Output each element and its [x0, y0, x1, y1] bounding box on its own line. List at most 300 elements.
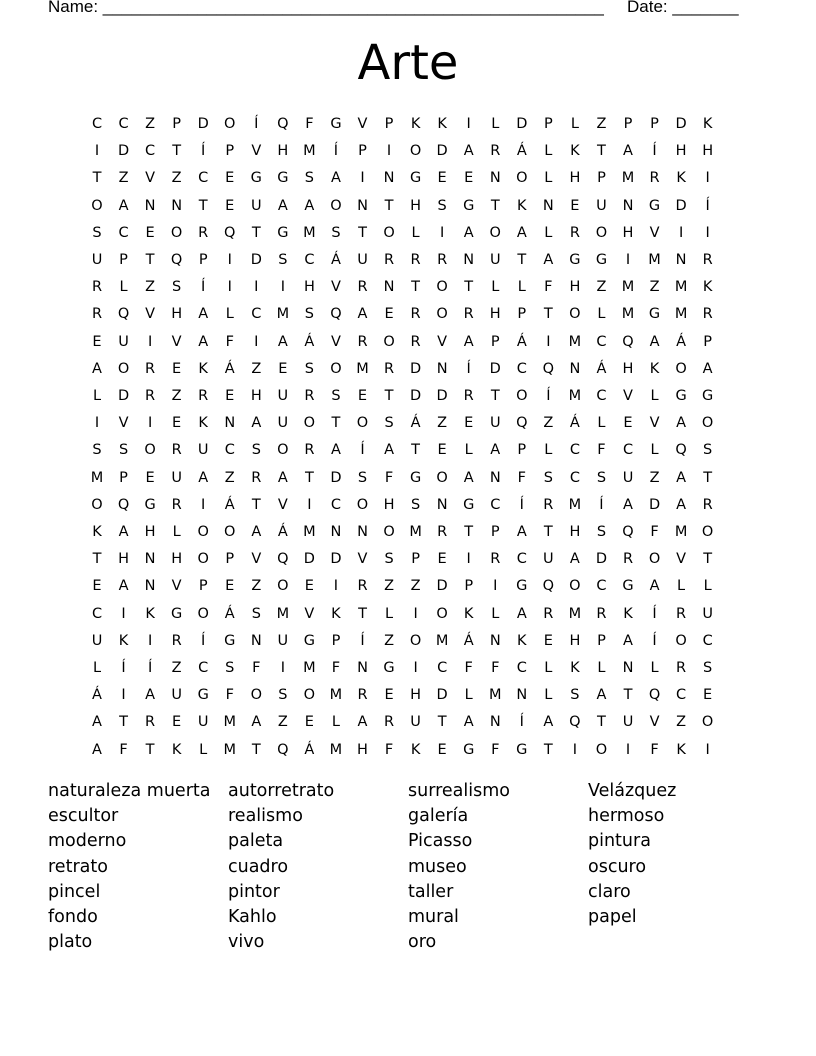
grid-letter: O: [91, 496, 103, 513]
grid-letter: S: [118, 442, 129, 459]
grid-letter: O: [516, 388, 528, 404]
word-list-item: oscuro: [588, 856, 647, 877]
grid-letter: L: [677, 578, 686, 595]
grid-letter: M: [568, 605, 582, 622]
grid-letter: T: [623, 687, 633, 704]
grid-letter: Q: [117, 306, 130, 323]
grid-letter: G: [144, 496, 156, 513]
grid-letter: G: [648, 197, 661, 214]
grid-letter: Í: [201, 279, 206, 296]
grid-letter: R: [304, 442, 315, 459]
grid-letter: T: [411, 279, 421, 296]
grid-letter: N: [357, 524, 368, 540]
grid-letter: A: [198, 469, 209, 486]
grid-letter: Á: [304, 333, 315, 350]
grid-letter: Í: [466, 360, 471, 377]
grid-letter: Í: [333, 143, 339, 160]
grid-letter: U: [543, 551, 554, 568]
grid-letter: L: [650, 388, 659, 404]
grid-letter: T: [358, 605, 367, 622]
grid-letter: P: [597, 632, 606, 649]
grid-letter: S: [543, 469, 553, 486]
grid-letter: Á: [569, 415, 580, 432]
grid-letter: O: [330, 197, 342, 214]
grid-letter: Q: [117, 496, 130, 513]
grid-letter: E: [437, 551, 447, 568]
grid-letter: O: [224, 524, 236, 540]
grid-letter: T: [145, 252, 155, 268]
grid-letter: I: [413, 660, 418, 676]
grid-letter: N: [516, 687, 528, 704]
grid-letter: H: [171, 551, 183, 568]
grid-letter: I: [147, 333, 153, 350]
grid-letter: K: [331, 605, 341, 622]
grid-letter: O: [436, 605, 448, 622]
grid-letter: I: [227, 252, 232, 268]
grid-letter: L: [597, 306, 606, 323]
grid-letter: C: [251, 306, 262, 323]
grid-letter: L: [650, 442, 659, 459]
grid-letter: O: [356, 415, 369, 432]
grid-letter: V: [357, 116, 368, 132]
grid-letter: Á: [224, 496, 235, 513]
grid-letter: F: [225, 333, 234, 350]
grid-letter: H: [357, 741, 368, 758]
word-list-item: taller: [408, 881, 454, 902]
grid-letter: C: [490, 496, 501, 513]
grid-letter: U: [277, 415, 289, 432]
grid-letter: V: [330, 279, 341, 296]
grid-letter: S: [304, 306, 314, 323]
grid-letter: K: [570, 143, 580, 160]
grid-letter: P: [198, 252, 208, 268]
grid-letter: A: [702, 360, 713, 377]
grid-letter: T: [331, 415, 341, 432]
grid-letter: I: [280, 279, 285, 296]
grid-letter: F: [225, 687, 234, 704]
grid-letter: G: [569, 252, 581, 268]
grid-letter: M: [621, 279, 635, 296]
grid-letter: H: [569, 170, 581, 187]
grid-letter: A: [277, 197, 288, 214]
grid-letter: M: [674, 306, 688, 323]
grid-letter: U: [171, 469, 182, 486]
grid-letter: A: [92, 714, 102, 731]
grid-letter: O: [675, 632, 687, 649]
grid-letter: D: [303, 551, 315, 568]
grid-letter: A: [330, 170, 341, 187]
grid-letter: C: [145, 143, 156, 160]
grid-letter: H: [569, 524, 581, 540]
grid-letter: I: [254, 333, 259, 350]
grid-letter: R: [145, 714, 156, 731]
grid-letter: V: [251, 551, 262, 568]
grid-letter: Q: [224, 224, 236, 241]
grid-letter: L: [92, 388, 102, 404]
grid-letter: F: [252, 660, 261, 676]
grid-letter: P: [464, 578, 474, 595]
grid-letter: S: [357, 469, 368, 486]
grid-letter: G: [675, 388, 687, 404]
grid-letter: F: [491, 741, 500, 758]
grid-letter: E: [145, 469, 155, 486]
grid-letter: O: [648, 551, 661, 568]
grid-letter: L: [544, 660, 553, 676]
grid-letter: F: [305, 116, 314, 132]
grid-letter: Á: [224, 605, 235, 622]
grid-letter: G: [383, 660, 395, 676]
grid-letter: K: [517, 197, 527, 214]
grid-letter: G: [463, 741, 475, 758]
grid-letter: M: [674, 524, 688, 540]
grid-letter: S: [384, 415, 394, 432]
grid-letter: K: [198, 415, 208, 432]
grid-letter: L: [92, 660, 102, 676]
grid-letter: D: [117, 388, 130, 404]
grid-letter: Q: [648, 687, 661, 704]
grid-letter: R: [357, 333, 368, 350]
word-list-item: Kahlo: [228, 907, 277, 927]
grid-letter: S: [278, 687, 288, 704]
grid-letter: P: [225, 143, 235, 160]
grid-letter: T: [597, 143, 606, 160]
grid-letter: L: [544, 687, 553, 704]
grid-letter: U: [702, 605, 713, 622]
grid-letter: I: [227, 279, 232, 296]
grid-letter: Q: [622, 524, 634, 540]
grid-letter: Z: [437, 415, 448, 432]
grid-letter: O: [383, 524, 395, 540]
grid-letter: I: [625, 252, 631, 268]
grid-letter: G: [171, 605, 183, 622]
grid-letter: I: [121, 687, 126, 704]
grid-letter: O: [91, 197, 103, 214]
grid-letter: I: [94, 415, 100, 432]
grid-letter: Q: [277, 551, 289, 568]
grid-letter: N: [144, 578, 156, 595]
grid-letter: P: [517, 442, 527, 459]
grid-letter: O: [197, 605, 209, 622]
grid-letter: Z: [596, 279, 607, 296]
grid-letter: Á: [463, 632, 474, 649]
grid-letter: H: [410, 197, 422, 214]
grid-letter: O: [383, 224, 395, 241]
grid-letter: Q: [569, 714, 581, 731]
grid-letter: P: [490, 333, 500, 350]
grid-letter: A: [649, 333, 660, 350]
grid-letter: I: [121, 605, 126, 622]
grid-letter: H: [171, 306, 183, 323]
grid-letter: V: [357, 551, 368, 568]
grid-letter: H: [489, 306, 501, 323]
grid-letter: Á: [92, 687, 102, 704]
grid-letter: L: [331, 714, 340, 731]
grid-letter: O: [436, 279, 448, 296]
grid-letter: V: [623, 388, 633, 404]
grid-letter: L: [119, 279, 128, 296]
grid-letter: G: [197, 687, 209, 704]
grid-letter: D: [197, 116, 209, 132]
grid-letter: K: [92, 524, 102, 540]
grid-letter: R: [649, 170, 660, 187]
grid-letter: A: [676, 496, 687, 513]
grid-letter: E: [464, 415, 474, 432]
grid-letter: A: [145, 687, 156, 704]
grid-letter: A: [569, 551, 580, 568]
grid-letter: S: [703, 442, 713, 459]
grid-letter: M: [674, 279, 688, 296]
grid-letter: Z: [118, 170, 129, 187]
word-list-item: plato: [48, 932, 93, 953]
grid-letter: E: [145, 224, 155, 241]
grid-letter: O: [595, 741, 608, 758]
grid-letter: V: [437, 333, 448, 350]
grid-letter: E: [464, 170, 474, 187]
grid-letter: L: [464, 442, 473, 459]
grid-letter: T: [251, 496, 261, 513]
grid-letter: A: [676, 415, 687, 432]
grid-letter: L: [650, 660, 659, 676]
grid-letter: Z: [410, 578, 421, 595]
grid-letter: D: [675, 197, 687, 214]
grid-letter: P: [198, 578, 208, 595]
grid-letter: P: [358, 143, 367, 160]
grid-letter: R: [357, 687, 368, 704]
grid-letter: N: [357, 197, 368, 214]
grid-letter: Q: [542, 360, 555, 377]
grid-letter: L: [544, 224, 553, 241]
grid-letter: L: [544, 170, 553, 187]
grid-letter: I: [678, 224, 684, 241]
grid-letter: Z: [224, 469, 235, 486]
grid-letter: D: [675, 116, 687, 132]
grid-letter: Q: [330, 306, 342, 323]
grid-letter: G: [463, 496, 475, 513]
grid-letter: T: [172, 143, 182, 160]
grid-letter: P: [650, 116, 659, 132]
grid-letter: L: [225, 306, 234, 323]
grid-letter: H: [675, 143, 687, 160]
grid-letter: C: [330, 496, 341, 513]
grid-letter: A: [357, 306, 368, 323]
grid-letter: E: [225, 578, 235, 595]
grid-letter: S: [251, 605, 261, 622]
grid-letter: O: [409, 632, 422, 649]
grid-letter: S: [172, 279, 182, 296]
grid-letter: H: [144, 524, 156, 540]
grid-letter: U: [197, 442, 209, 459]
grid-letter: R: [410, 333, 421, 350]
grid-letter: A: [623, 143, 633, 160]
grid-letter: M: [223, 714, 236, 731]
word-list-item: cuadro: [228, 856, 289, 877]
grid-letter: E: [92, 333, 102, 350]
grid-letter: Í: [254, 116, 259, 132]
grid-letter: E: [384, 306, 394, 323]
grid-letter: L: [491, 605, 500, 622]
grid-letter: T: [517, 252, 527, 268]
word-list-item: museo: [408, 856, 467, 877]
grid-letter: G: [463, 197, 475, 214]
grid-letter: C: [702, 632, 713, 649]
grid-letter: R: [596, 605, 607, 622]
grid-letter: R: [676, 660, 687, 676]
grid-letter: A: [463, 469, 474, 486]
grid-letter: T: [490, 197, 500, 214]
grid-letter: E: [437, 442, 447, 459]
grid-letter: E: [172, 360, 182, 377]
grid-letter: S: [570, 687, 580, 704]
grid-letter: V: [277, 496, 288, 513]
grid-letter: D: [330, 551, 342, 568]
grid-letter: R: [569, 224, 580, 241]
grid-letter: O: [356, 496, 369, 513]
grid-letter: C: [516, 360, 527, 377]
grid-letter: H: [622, 360, 634, 377]
grid-letter: T: [251, 741, 261, 758]
grid-letter: L: [597, 415, 606, 432]
grid-letter: R: [91, 279, 103, 296]
grid-letter: I: [386, 143, 392, 160]
grid-letter: S: [304, 360, 314, 377]
grid-letter: V: [649, 714, 660, 731]
grid-letter: O: [277, 578, 289, 595]
word-list-item: claro: [588, 881, 631, 902]
grid-letter: G: [277, 224, 289, 241]
grid-letter: N: [250, 632, 262, 649]
grid-letter: S: [410, 496, 421, 513]
grid-letter: F: [517, 469, 526, 486]
grid-letter: R: [91, 306, 103, 323]
grid-letter: N: [542, 197, 554, 214]
grid-letter: O: [197, 551, 209, 568]
grid-letter: P: [703, 333, 713, 350]
grid-letter: C: [118, 224, 129, 241]
grid-letter: I: [546, 333, 551, 350]
grid-letter: Í: [121, 660, 126, 676]
grid-letter: D: [516, 116, 528, 132]
grid-letter: O: [303, 687, 316, 704]
grid-letter: K: [570, 660, 580, 676]
grid-letter: A: [543, 714, 554, 731]
grid-letter: Í: [519, 714, 524, 731]
grid-letter: S: [384, 551, 394, 568]
word-list-item: autorretrato: [228, 781, 335, 801]
grid-letter: V: [171, 578, 182, 595]
grid-letter: Í: [147, 660, 153, 676]
grid-letter: V: [330, 333, 341, 350]
word-list-item: retrato: [48, 856, 108, 877]
grid-letter: C: [118, 116, 129, 132]
grid-letter: U: [91, 632, 103, 649]
grid-letter: A: [118, 524, 129, 540]
grid-letter: O: [409, 143, 422, 160]
grid-letter: M: [223, 741, 236, 758]
grid-letter: R: [490, 143, 501, 160]
grid-letter: I: [466, 116, 471, 132]
grid-letter: T: [703, 469, 713, 486]
grid-letter: R: [490, 551, 501, 568]
grid-letter: M: [356, 360, 369, 377]
grid-letter: Á: [596, 360, 607, 377]
grid-letter: S: [92, 442, 102, 459]
grid-letter: S: [331, 388, 341, 404]
grid-letter: V: [649, 415, 660, 432]
grid-letter: E: [304, 714, 314, 731]
grid-letter: D: [250, 252, 262, 268]
grid-letter: Í: [652, 605, 657, 622]
grid-letter: R: [463, 388, 474, 404]
grid-letter: A: [516, 224, 527, 241]
grid-letter: L: [491, 279, 500, 296]
grid-letter: O: [144, 442, 156, 459]
grid-letter: I: [147, 632, 153, 649]
grid-letter: U: [622, 469, 634, 486]
grid-letter: A: [251, 714, 262, 731]
grid-letter: R: [702, 252, 713, 268]
grid-letter: P: [517, 306, 527, 323]
grid-letter: O: [569, 306, 581, 323]
grid-letter: A: [463, 714, 474, 731]
grid-letter: N: [489, 632, 501, 649]
grid-letter: U: [91, 252, 103, 268]
grid-letter: I: [307, 496, 312, 513]
word-list-item: moderno: [48, 831, 127, 852]
grid-letter: Z: [145, 279, 156, 296]
grid-letter: C: [304, 252, 315, 268]
grid-letter: E: [384, 687, 394, 704]
grid-letter: H: [303, 279, 315, 296]
grid-letter: U: [489, 252, 501, 268]
grid-letter: Q: [542, 578, 555, 595]
grid-letter: K: [702, 116, 713, 132]
grid-letter: R: [198, 224, 209, 241]
grid-letter: M: [409, 524, 422, 540]
grid-letter: C: [91, 116, 103, 132]
word-list-item: hermoso: [588, 806, 665, 827]
grid-letter: E: [278, 360, 288, 377]
grid-letter: M: [435, 632, 449, 649]
grid-letter: E: [437, 170, 447, 187]
grid-letter: T: [251, 224, 261, 241]
grid-letter: A: [92, 741, 102, 758]
grid-letter: D: [436, 388, 448, 404]
grid-letter: R: [171, 496, 182, 513]
grid-letter: I: [466, 551, 471, 568]
grid-letter: O: [383, 333, 395, 350]
grid-letter: I: [280, 660, 285, 676]
grid-letter: U: [596, 197, 607, 214]
grid-letter: M: [568, 496, 582, 513]
grid-letter: G: [409, 469, 422, 486]
grid-letter: L: [385, 605, 394, 622]
word-list-item: fondo: [48, 907, 98, 927]
grid-letter: T: [437, 714, 447, 731]
grid-letter: E: [703, 687, 713, 704]
word-list-item: escultor: [48, 806, 119, 827]
grid-letter: K: [410, 741, 421, 758]
grid-letter: U: [250, 197, 262, 214]
grid-letter: R: [304, 388, 315, 404]
grid-letter: V: [145, 306, 156, 323]
grid-letter: I: [705, 224, 710, 241]
grid-letter: V: [171, 333, 182, 350]
grid-letter: H: [569, 632, 581, 649]
grid-letter: A: [623, 632, 633, 649]
grid-letter: N: [489, 469, 501, 486]
grid-letter: E: [172, 415, 182, 432]
grid-letter: I: [94, 143, 100, 160]
